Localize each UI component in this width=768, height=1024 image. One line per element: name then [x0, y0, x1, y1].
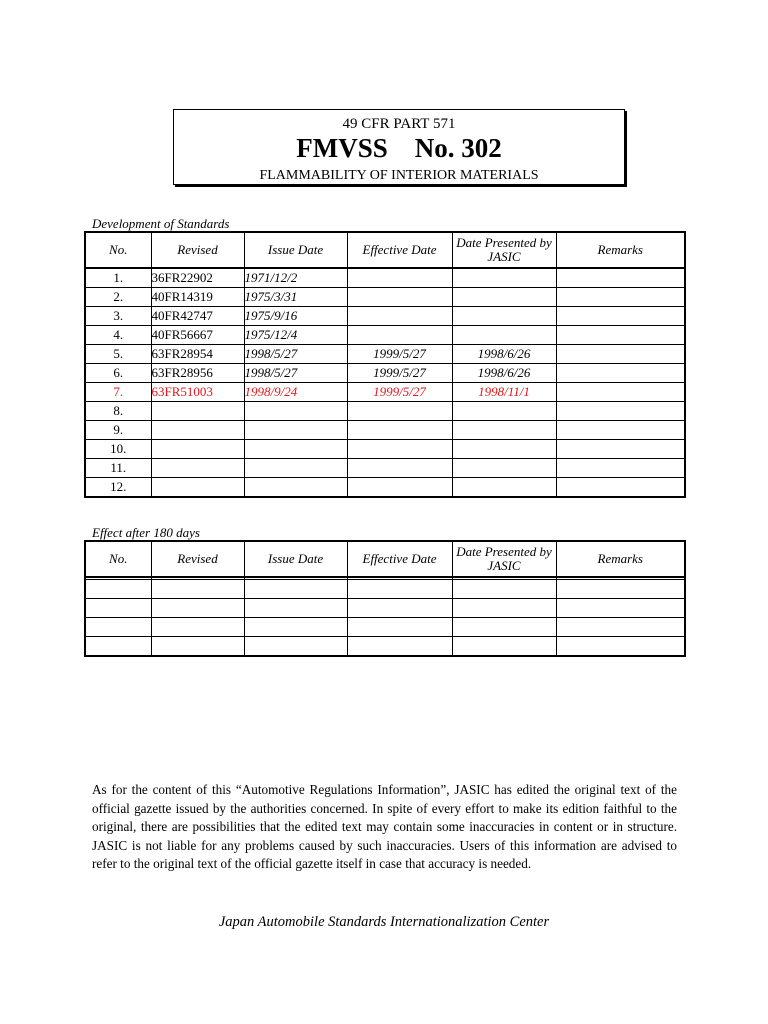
table-cell [244, 599, 347, 618]
table-cell [452, 599, 556, 618]
cell-revised: 40FR56667 [151, 326, 244, 345]
col-revised-header: Revised [151, 541, 244, 577]
table-cell [151, 618, 244, 637]
cell-revised [151, 402, 244, 421]
cell-date-presented [452, 307, 556, 326]
cell-date-presented [452, 440, 556, 459]
table-cell [556, 637, 685, 657]
cell-issue-date: 1998/5/27 [244, 364, 347, 383]
cell-date-presented [452, 268, 556, 288]
cell-revised: 63FR28956 [151, 364, 244, 383]
table-cell [452, 580, 556, 599]
cell-no: 7. [85, 383, 151, 402]
cell-revised [151, 478, 244, 498]
cell-revised: 40FR42747 [151, 307, 244, 326]
table-cell [556, 618, 685, 637]
table-cell [244, 637, 347, 657]
cell-remarks [556, 326, 685, 345]
cell-date-presented [452, 402, 556, 421]
cell-issue-date [244, 478, 347, 498]
cell-no: 1. [85, 268, 151, 288]
table-row [85, 637, 685, 657]
table-row [85, 268, 685, 288]
cell-no: 11. [85, 459, 151, 478]
col-no-header: No. [85, 541, 151, 577]
cell-date-presented [452, 326, 556, 345]
cell-issue-date [244, 459, 347, 478]
cell-effective-date [347, 288, 452, 307]
cell-revised [151, 421, 244, 440]
cell-remarks [556, 421, 685, 440]
cell-date-presented [452, 288, 556, 307]
cell-remarks [556, 383, 685, 402]
col-effective-date-header: Effective Date [347, 232, 452, 268]
cell-no: 12. [85, 478, 151, 498]
table-row [85, 345, 685, 364]
table-row [85, 459, 685, 478]
development-rows [85, 268, 685, 497]
cell-effective-date [347, 268, 452, 288]
cell-revised: 63FR51003 [151, 383, 244, 402]
table-cell [244, 618, 347, 637]
cell-effective-date [347, 307, 452, 326]
cell-revised [151, 440, 244, 459]
cfr-reference: 49 CFR PART 571 [342, 116, 456, 132]
cell-remarks [556, 440, 685, 459]
cell-issue-date: 1971/12/2 [244, 268, 347, 288]
table-cell [347, 599, 452, 618]
standard-subtitle: FLAMMABILITY OF INTERIOR MATERIALS [259, 168, 539, 183]
cell-no: 4. [85, 326, 151, 345]
table-row [85, 478, 685, 498]
table-cell [452, 618, 556, 637]
table-row [85, 364, 685, 383]
table-cell [151, 599, 244, 618]
cell-effective-date [347, 440, 452, 459]
cell-effective-date: 1999/5/27 [347, 383, 452, 402]
title-box [173, 109, 625, 185]
table-cell [85, 599, 151, 618]
table-row [85, 440, 685, 459]
cell-revised: 36FR22902 [151, 268, 244, 288]
col-date-presented-header: Date Presented by JASIC [452, 232, 556, 268]
col-remarks-header: Remarks [556, 541, 685, 577]
standard-title: FMVSS No. 302 [296, 133, 502, 163]
table-cell [556, 599, 685, 618]
development-header-row [85, 232, 685, 268]
table-cell [151, 637, 244, 657]
effect-table [84, 540, 686, 657]
table-cell [347, 618, 452, 637]
cell-no: 9. [85, 421, 151, 440]
cell-issue-date: 1975/3/31 [244, 288, 347, 307]
table-row [85, 618, 685, 637]
table-row [85, 580, 685, 599]
cell-date-presented: 1998/11/1 [452, 383, 556, 402]
cell-issue-date: 1975/12/4 [244, 326, 347, 345]
disclaimer-notice: As for the content of this “Automotive Regulations Information”, JASIC has edited the original text of the official gazette issued by the authorities concerned. In spite of every effort to make its edition faithful to the original, there are possibilities that the edited text may contain some inaccuracies in content or in structure. JASIC is not liable for any problems caused by such inaccuracies. Users of this information are advised to refer to the original text of the official gazette itself in case that accuracy is needed. [92, 782, 677, 871]
cell-no: 3. [85, 307, 151, 326]
cell-no: 8. [85, 402, 151, 421]
cell-no: 10. [85, 440, 151, 459]
col-no-header: No. [85, 232, 151, 268]
development-caption: Development of Standards [92, 216, 230, 231]
col-date-presented-header: Date Presented by JASIC [452, 541, 556, 577]
effect-header-row [85, 541, 685, 577]
cell-effective-date [347, 326, 452, 345]
footer-organization: Japan Automobile Standards Internationalization Center [218, 914, 550, 930]
cell-issue-date [244, 421, 347, 440]
table-cell [85, 618, 151, 637]
cell-remarks [556, 364, 685, 383]
cell-effective-date [347, 478, 452, 498]
col-remarks-header: Remarks [556, 232, 685, 268]
effect-rows [85, 577, 685, 656]
table-row [85, 326, 685, 345]
cell-issue-date [244, 440, 347, 459]
cell-effective-date [347, 459, 452, 478]
cell-remarks [556, 402, 685, 421]
cell-remarks [556, 459, 685, 478]
effect-caption: Effect after 180 days [92, 525, 200, 540]
table-cell [85, 637, 151, 657]
table-row [85, 383, 685, 402]
cell-revised [151, 459, 244, 478]
table-cell [151, 580, 244, 599]
cell-effective-date [347, 402, 452, 421]
table-cell [85, 580, 151, 599]
cell-no: 5. [85, 345, 151, 364]
cell-date-presented: 1998/6/26 [452, 345, 556, 364]
table-cell [244, 580, 347, 599]
development-table [84, 231, 686, 498]
cell-issue-date: 1975/9/16 [244, 307, 347, 326]
cell-effective-date: 1999/5/27 [347, 364, 452, 383]
cell-remarks [556, 288, 685, 307]
cell-remarks [556, 307, 685, 326]
cell-issue-date [244, 402, 347, 421]
table-cell [347, 580, 452, 599]
table-cell [556, 580, 685, 599]
cell-issue-date: 1998/9/24 [244, 383, 347, 402]
cell-revised: 63FR28954 [151, 345, 244, 364]
cell-date-presented: 1998/6/26 [452, 364, 556, 383]
table-cell [347, 637, 452, 657]
cell-date-presented [452, 421, 556, 440]
col-effective-date-header: Effective Date [347, 541, 452, 577]
cell-effective-date [347, 421, 452, 440]
cell-no: 2. [85, 288, 151, 307]
cell-date-presented [452, 459, 556, 478]
table-row [85, 307, 685, 326]
table-row [85, 599, 685, 618]
col-revised-header: Revised [151, 232, 244, 268]
cell-remarks [556, 268, 685, 288]
table-row [85, 402, 685, 421]
cell-remarks [556, 478, 685, 498]
cell-effective-date: 1999/5/27 [347, 345, 452, 364]
col-issue-date-header: Issue Date [244, 541, 347, 577]
table-cell [452, 637, 556, 657]
table-row [85, 288, 685, 307]
cell-revised: 40FR14319 [151, 288, 244, 307]
col-issue-date-header: Issue Date [244, 232, 347, 268]
cell-issue-date: 1998/5/27 [244, 345, 347, 364]
cell-remarks [556, 345, 685, 364]
cell-no: 6. [85, 364, 151, 383]
cell-date-presented [452, 478, 556, 498]
table-row [85, 421, 685, 440]
